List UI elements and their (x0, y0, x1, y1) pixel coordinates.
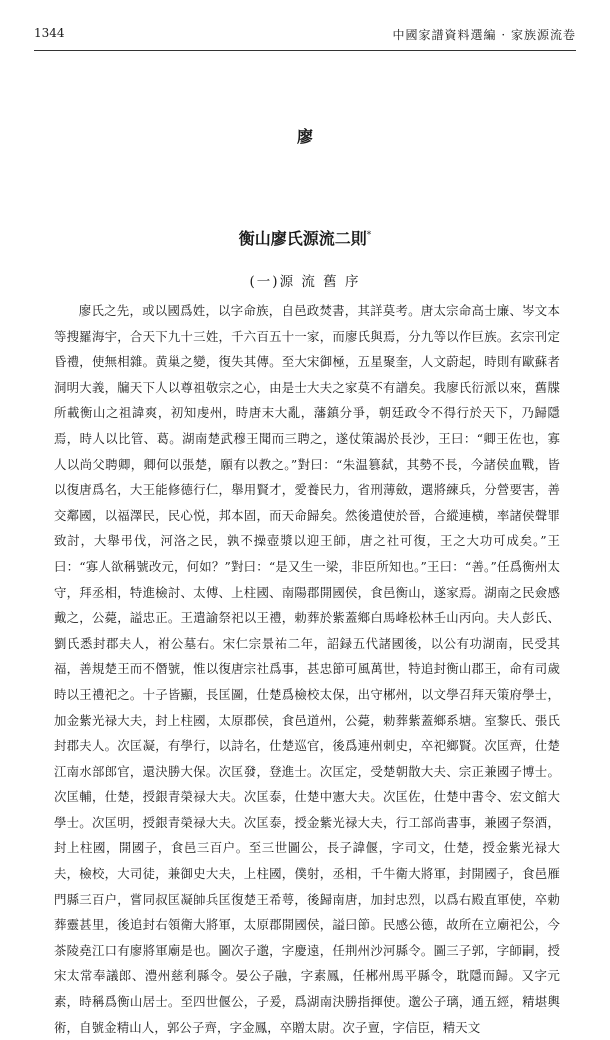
body-text (54, 298, 560, 1040)
section-subtitle: (一)源 流 舊 序 (249, 274, 361, 290)
page-header (34, 26, 576, 48)
title-footnote-mark: * (366, 230, 372, 241)
body-paragraph: 廖氏之先，或以國爲姓，以字命族，自邑政焚書，其詳莫考。唐太宗命高士廉、岑文本等搜羅海宇，合天下九十三姓，千六百五十一家，而廖氏與焉，分九等以作巨族。玄宗刊定昏禮，使無相雜。黄巢之變，復失其傳。至大宋御極，五星聚奎，人文蔚起，時則有歐蘇者洞明大義，牖天下人以尊祖敬宗之心，由是士大夫之家莫不有譜矣。我廖氏衍派以來，舊牒所載衡山之祖諱爽，初知虔州，時唐末大亂，藩鎮分爭，朝廷政令不得行於天下，乃歸隱焉，時人以比管、葛。湖南楚武穆王聞而三聘之，遂仗策謁於長沙，王曰：“卿王佐也，寡人以尚父聘卿，卿何以張楚，願有以教之。”對曰：“朱温篡弑，其勢不長，今諸侯血戰，皆以復唐爲名，大王能修德行仁，舉用賢才，愛養民力，省刑薄斂，選將練兵，分營要害，善交鄰國，以福澤民，民心悦，邦本固，而天命歸矣。然後遣使於晉，合縱連横，率諸侯聲罪致討，大舉弔伐，河洛之民，孰不操壺漿以迎王師，唐之社可復，王之大功可成矣。”王曰：“寡人欲稱號改元，何如？”對曰：“是又生一梁，非臣所知也。”王曰：“善。”任爲衡州太守，拜丞相，特進檢討、太傅、上柱國、南陽郡開國侯，食邑衡山，遂家焉。湖南之民僉感戴之，公薨，謚忠正。王遣諭祭祀以王禮，勅葬於紫蓋鄉白馬峰松林壬山丙向。夫人彭氏、劉氏悉封郡夫人，祔公墓右。宋仁宗景祐二年，詔録五代諸國後，以公有功湖南，民受其福，善規楚王而不僭號，惟以復唐宗社爲事，甚忠節可風萬世，特追封衡山郡王，命有司歲時以王禮祀之。十子皆顯，長匡圖，仕楚爲檢校太保，出守郴州，以文學召拜天策府學士，加金紫光禄大夫，封上柱國，太原郡侯，食邑道州，公薨，勅葬紫蓋鄉系塘。室黎氏、張氏封郡夫人。次匡凝，有學行，以詩名，仕楚巡官，後爲連州刺史，卒祀鄉賢。次匡齊，仕楚江南水部郎官，還決勝大保。次匡發，登進士。次匡定，受楚朝散大夫、宗正兼國子博士。次匡輔，仕楚，授銀青榮禄大夫。次匡泰，仕楚中憲大夫。次匡佐，仕楚中書令、宏文館大學士。次匡明，授銀青榮禄大夫。次匡泰，授金紫光禄大夫，行工部尚書事，兼國子祭酒，封上柱國，開國子，食邑三百户。至三世圖公，長子諱偃，字司文，仕楚，授金紫光禄大夫，檢校，大司徒，兼御史大夫，上柱國，僕射，丞相，千牛衛大將軍，封開國子，食邑雁門縣三百户，嘗同叔匡凝帥兵匡復楚王希萼，後歸南唐，加封忠烈，以爲右殿直軍使，卒勅葬靈甚里，後追封右領衛大將軍，太原郡開國侯，謚曰節。民感公德，故所在立廟祀公，今茶陵堯江口有廖將軍廟是也。圖次子邈，字慶遠，任荆州沙河縣令。圖三子郭，字師嗣，授宋太常奉議郎、澧州慈利縣令。晏公子融，字素鳳，任郴州馬平縣令，耽隱而歸。又字元素，時稱爲衡山居士。至四世偃公，子爰，爲湖南決勝指揮使。邈公子璃，通五經，精堪輿術，自號金精山人，郭公子齊，字金鳳，卒贈太尉。次子亶，字信臣，精天文 (54, 303, 560, 1035)
running-title: 中國家譜資料選編 · 家族源流卷 (392, 28, 576, 42)
article-title-text: 衡山廖氏源流二則 (238, 229, 367, 248)
surname-heading: 廖 (296, 127, 313, 146)
header-rule (34, 50, 576, 51)
article-title (0, 226, 610, 249)
page-number: 1344 (34, 26, 65, 40)
